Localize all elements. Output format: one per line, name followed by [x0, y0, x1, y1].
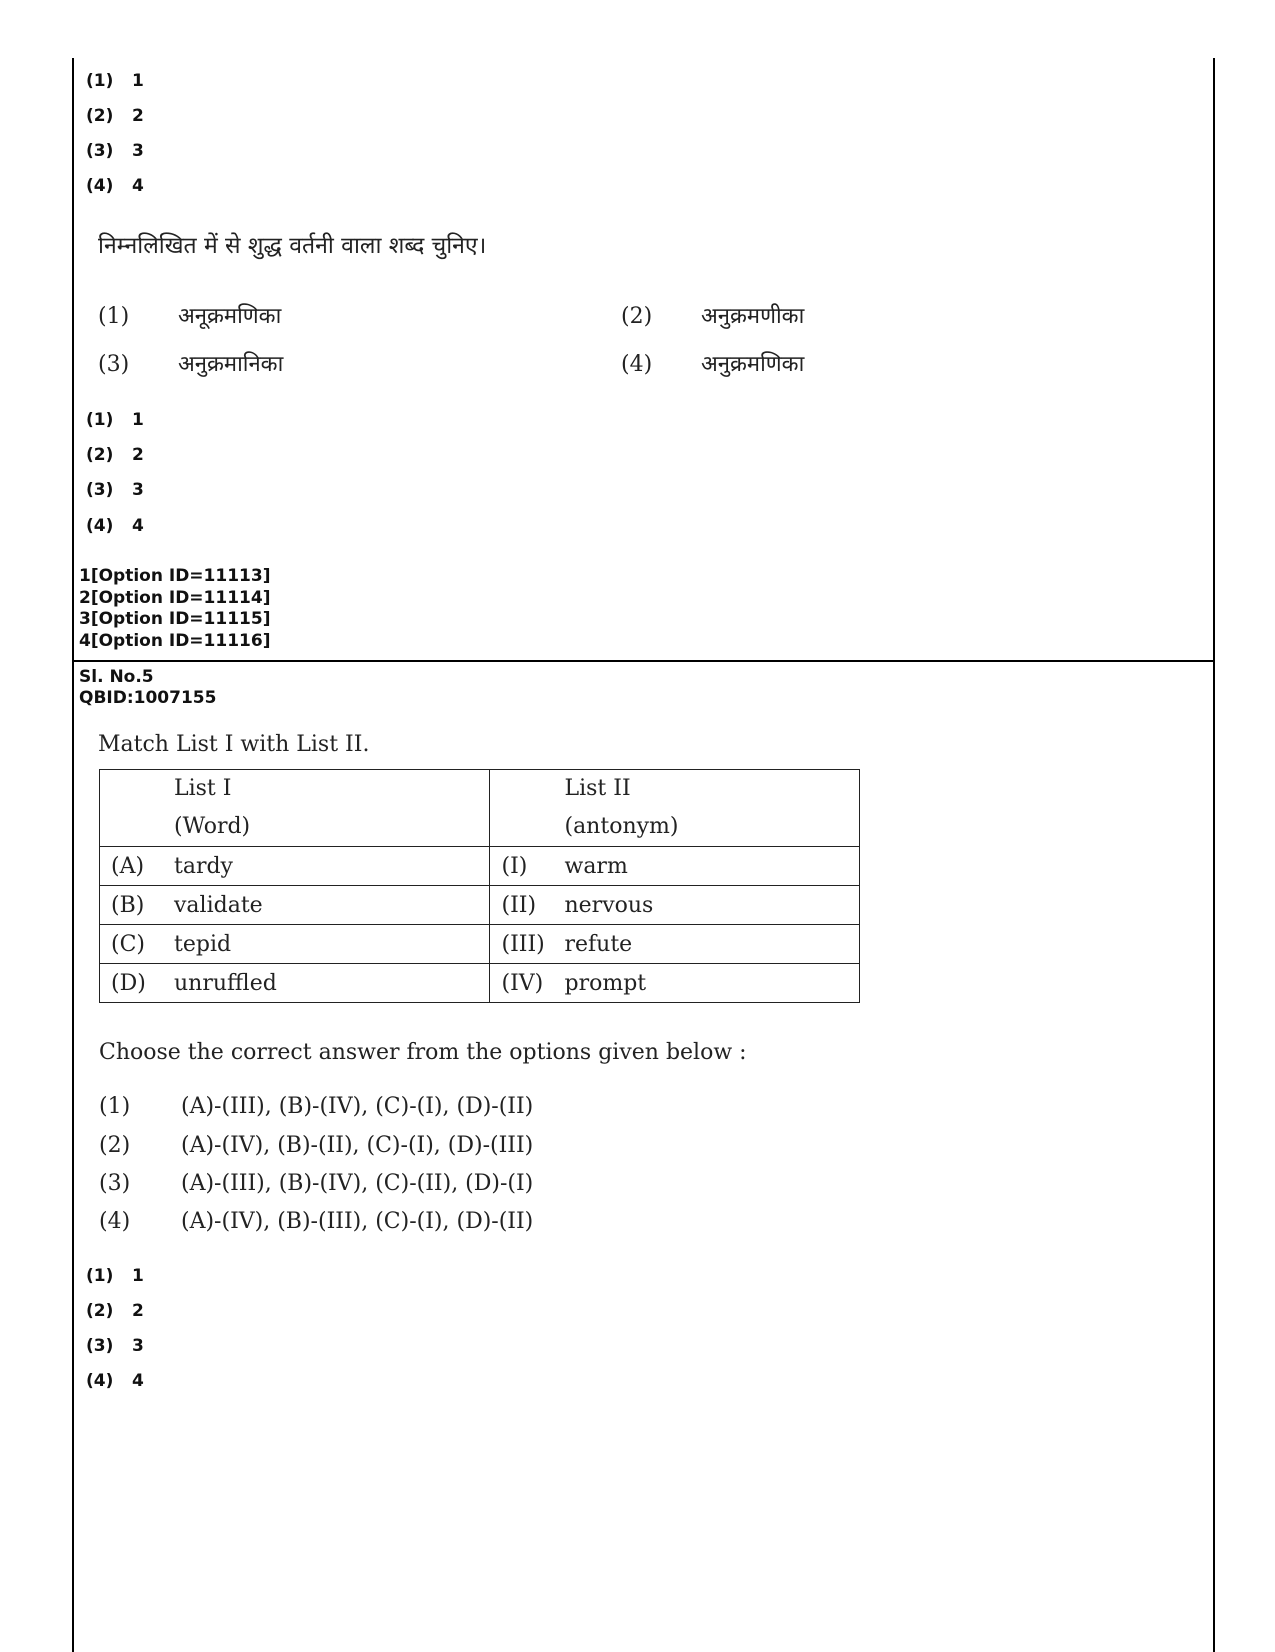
row-tag: (I): [501, 854, 528, 879]
list2-subheader: (antonym): [564, 814, 679, 839]
row-tag: (II): [501, 893, 537, 918]
choice-row: (2) 2: [86, 445, 144, 465]
serial-number: Sl. No.5: [79, 667, 154, 687]
table-row: [100, 886, 860, 925]
q4-option: (1) अनूक्रमणिका: [98, 304, 282, 329]
choice-row: (2) 2: [86, 1301, 144, 1321]
row-tag: (D): [111, 971, 146, 996]
q5-instruction: Choose the correct answer from the options given below :: [99, 1040, 747, 1065]
row-word: unruffled: [174, 971, 277, 996]
option-id: 4[Option ID=11116]: [79, 630, 271, 651]
row-tag: (A): [111, 854, 145, 879]
choice-row: (1) 1: [86, 410, 144, 430]
choice-row: (4) 4: [86, 176, 144, 196]
choice-row: (1) 1: [86, 71, 144, 91]
qbid: QBID:1007155: [79, 688, 217, 708]
q5-answer-option: (4) (A)-(IV), (B)-(III), (C)-(I), (D)-(II): [99, 1209, 534, 1234]
q5-answer-option: (2) (A)-(IV), (B)-(II), (C)-(I), (D)-(III): [99, 1133, 534, 1158]
choice-row: (4) 4: [86, 1371, 144, 1391]
choice-row: (4) 4: [86, 516, 144, 536]
row-tag: (B): [111, 893, 145, 918]
match-table-header: [100, 770, 860, 847]
row-word: validate: [174, 893, 263, 918]
table-row: [100, 847, 860, 886]
option-id: 2[Option ID=11114]: [79, 587, 271, 608]
option-id-list: [79, 566, 270, 652]
choice-row: (2) 2: [86, 106, 144, 126]
q5-answer-option: (1) (A)-(III), (B)-(IV), (C)-(I), (D)-(II): [99, 1094, 534, 1119]
q5-answer-option: (3) (A)-(III), (B)-(IV), (C)-(II), (D)-(I): [99, 1171, 534, 1196]
row-word: prompt: [564, 971, 647, 996]
question-meta: [79, 667, 216, 709]
q4-question: निम्नलिखित में से शुद्ध वर्तनी वाला शब्द चुनिए।: [98, 233, 487, 259]
question-divider: [72, 660, 1215, 662]
page-border-left: [72, 58, 74, 1652]
choice-row: (3) 3: [86, 1336, 144, 1356]
page-border-right: [1213, 58, 1215, 1652]
q4-option: (2) अनुक्रमणीका: [621, 304, 805, 329]
row-word: tepid: [174, 932, 232, 957]
choice-row: (3) 3: [86, 141, 144, 161]
choice-row: (1) 1: [86, 1266, 144, 1286]
row-word: tardy: [174, 854, 233, 879]
list1-header: List I: [174, 776, 232, 801]
option-id: 3[Option ID=11115]: [79, 609, 271, 629]
row-tag: (IV): [501, 971, 544, 996]
row-word: nervous: [564, 893, 654, 918]
table-row: [100, 925, 860, 964]
row-tag: (III): [501, 932, 545, 957]
list2-header: List II: [564, 776, 631, 801]
row-word: warm: [564, 854, 628, 879]
match-table: [99, 769, 860, 1003]
list1-subheader: (Word): [174, 814, 251, 839]
choice-row: (3) 3: [86, 480, 144, 500]
option-id: 1[Option ID=11113]: [79, 566, 271, 586]
row-word: refute: [564, 932, 633, 957]
table-row: [100, 964, 860, 1003]
row-tag: (C): [111, 932, 145, 957]
q4-option: (4) अनुक्रमणिका: [621, 352, 805, 377]
q5-title: Match List I with List II.: [98, 732, 370, 757]
q4-option: (3) अनुक्रमानिका: [98, 352, 284, 377]
